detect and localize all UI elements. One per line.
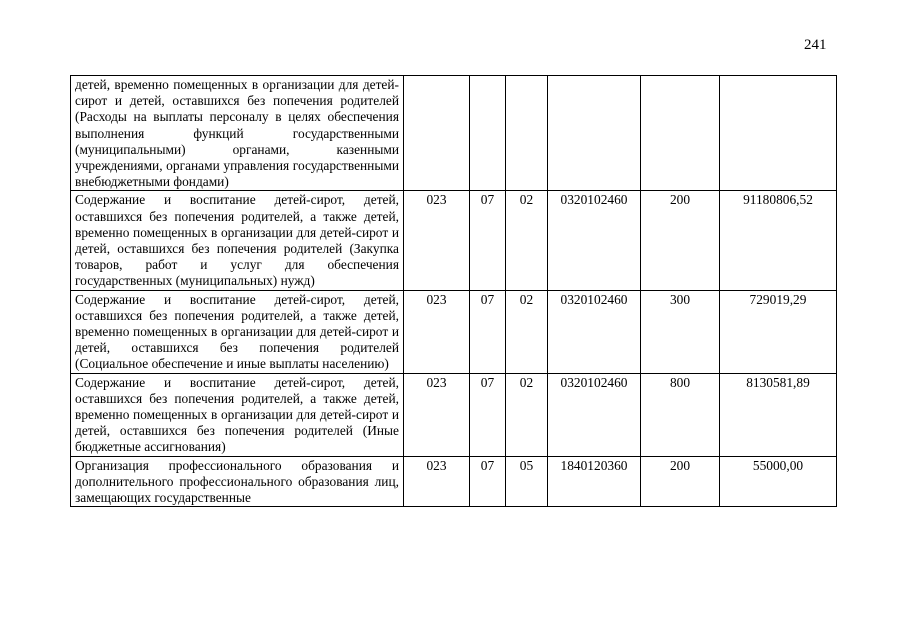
table-row — [71, 456, 837, 507]
row-ministry-code: 023 — [404, 191, 470, 290]
row-description: Содержание и воспитание детей-сирот, детей, оставшихся без попечения родителей, а также детей, временно помещенных в организации для детей-сирот и детей, оставшихся без попечения родителей (Закупка товаров, работ и услуг для обеспечения государственных (муниципальных) нужд) — [71, 191, 404, 290]
row-amount: 55000,00 — [720, 456, 837, 507]
row-subsection-code: 02 — [506, 191, 548, 290]
row-target-article: 0320102460 — [548, 191, 641, 290]
row-section-code: 07 — [470, 373, 506, 456]
budget-table — [70, 75, 837, 507]
table-row — [71, 373, 837, 456]
row-expense-type — [641, 76, 720, 191]
row-target-article: 0320102460 — [548, 290, 641, 373]
row-amount — [720, 76, 837, 191]
row-description: Содержание и воспитание детей-сирот, детей, оставшихся без попечения родителей, а также детей, временно помещенных в организации для детей-сирот и детей, оставшихся без попечения родителей (Социальное обеспечение и иные выплаты населению) — [71, 290, 404, 373]
row-amount: 91180806,52 — [720, 191, 837, 290]
row-section-code: 07 — [470, 191, 506, 290]
row-ministry-code — [404, 76, 470, 191]
row-subsection-code — [506, 76, 548, 191]
row-section-code: 07 — [470, 290, 506, 373]
page-number: 241 — [804, 37, 827, 53]
row-ministry-code: 023 — [404, 373, 470, 456]
row-expense-type: 300 — [641, 290, 720, 373]
row-amount: 729019,29 — [720, 290, 837, 373]
row-target-article: 0320102460 — [548, 373, 641, 456]
row-target-article — [548, 76, 641, 191]
row-subsection-code: 02 — [506, 373, 548, 456]
row-target-article: 1840120360 — [548, 456, 641, 507]
row-description: Организация профессионального образования и дополнительного профессионального образования лиц, замещающих государственные — [71, 456, 404, 507]
row-subsection-code: 02 — [506, 290, 548, 373]
row-expense-type: 200 — [641, 191, 720, 290]
row-ministry-code: 023 — [404, 456, 470, 507]
row-section-code: 07 — [470, 456, 506, 507]
table-row — [71, 290, 837, 373]
row-ministry-code: 023 — [404, 290, 470, 373]
row-expense-type: 800 — [641, 373, 720, 456]
table-row — [71, 76, 837, 191]
row-subsection-code: 05 — [506, 456, 548, 507]
table-row — [71, 191, 837, 290]
row-section-code — [470, 76, 506, 191]
row-description: детей, временно помещенных в организации для детей-сирот и детей, оставшихся без попечения родителей (Расходы на выплаты персоналу в целях обеспечения выполнения функций государственными (муниципальными) органами, казенными учреждениями, органами управления государственными внебюджетными фондами) — [71, 76, 404, 191]
row-amount: 8130581,89 — [720, 373, 837, 456]
row-expense-type: 200 — [641, 456, 720, 507]
row-description: Содержание и воспитание детей-сирот, детей, оставшихся без попечения родителей, а также детей, временно помещенных в организации для детей-сирот и детей, оставшихся без попечения родителей (Иные бюджетные ассигнования) — [71, 373, 404, 456]
